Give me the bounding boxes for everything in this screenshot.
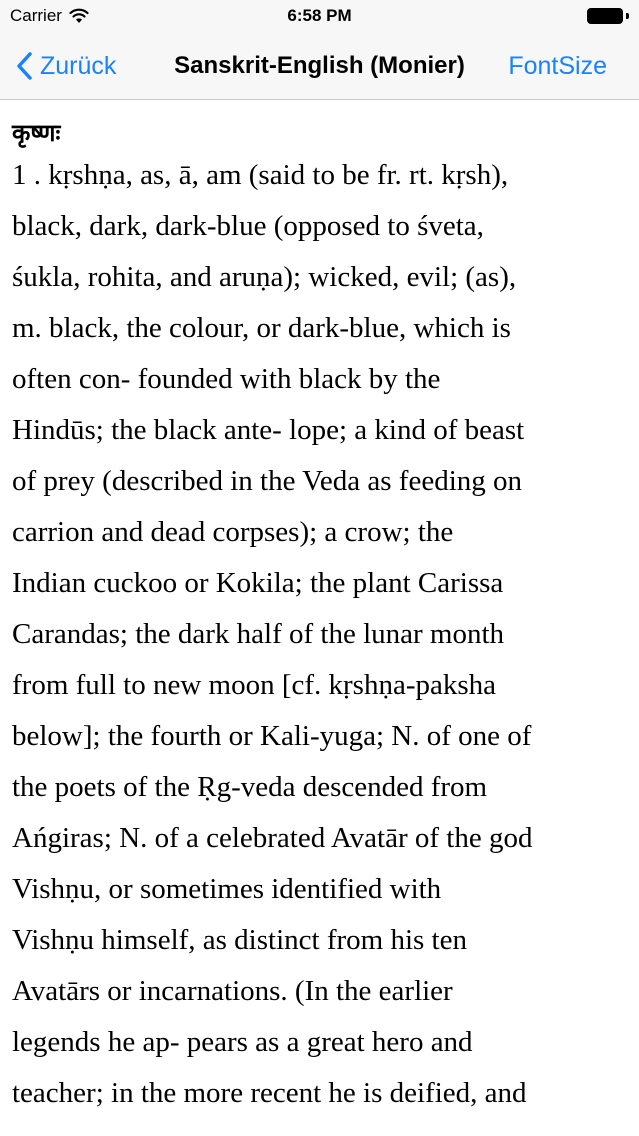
- entry-text-line: from full to new moon [cf. kṛshṇa-paksha: [12, 669, 497, 701]
- back-button-label: Zurück: [40, 51, 117, 80]
- entry-text-line: Avatārs or incarnations. (In the earlier: [12, 975, 453, 1007]
- dictionary-entry: [12, 112, 632, 1119]
- status-time: 6:58 PM: [287, 6, 352, 25]
- entry-text-line: 1 . kṛshṇa, as, ā, am (said to be fr. rt. kṛsh),: [12, 159, 509, 191]
- entry-text-line: Ańgiras; N. of a celebrated Avatār of the god: [12, 822, 533, 854]
- entry-text-line: legends he ap- pears as a great hero and: [12, 1026, 473, 1058]
- entry-text-line: black, dark, dark-blue (opposed to śveta,: [12, 210, 484, 242]
- entry-text-line: Vishṇu, or sometimes identified with: [12, 873, 442, 905]
- entry-text-line: the poets of the Ṛg-veda descended from: [12, 771, 488, 803]
- entry-text-line: śukla, rohita, and aruṇa); wicked, evil; (as),: [12, 261, 517, 293]
- entry-text-line: Carandas; the dark half of the lunar month: [12, 618, 505, 650]
- carrier-label: Carrier: [10, 6, 62, 25]
- entry-text-line: teacher; in the more recent he is deified, and: [12, 1077, 527, 1109]
- chevron-left-icon: [16, 52, 32, 80]
- entry-text-line: carrion and dead corpses); a crow; the: [12, 516, 454, 548]
- entry-text-line: m. black, the colour, or dark-blue, which is: [12, 312, 511, 344]
- entry-text-line: of prey (described in the Veda as feeding on: [12, 465, 523, 497]
- entry-text-line: Hindūs; the black ante- lope; a kind of beast: [12, 414, 525, 446]
- status-bar: [0, 0, 639, 34]
- entry-headword: कृष्णः: [12, 119, 61, 147]
- battery-icon: [587, 8, 629, 24]
- navigation-bar: [0, 34, 639, 100]
- page-title: Sanskrit-English (Monier): [174, 52, 465, 79]
- entry-text-line: often con- founded with black by the: [12, 363, 441, 395]
- back-button[interactable]: [16, 48, 116, 84]
- entry-text-line: below]; the fourth or Kali-yuga; N. of one of: [12, 720, 532, 752]
- entry-text-line: Vishṇu himself, as distinct from his ten: [12, 924, 467, 956]
- entry-text-line: Indian cuckoo or Kokila; the plant Carissa: [12, 567, 504, 599]
- font-size-button[interactable]: FontSize: [508, 52, 607, 80]
